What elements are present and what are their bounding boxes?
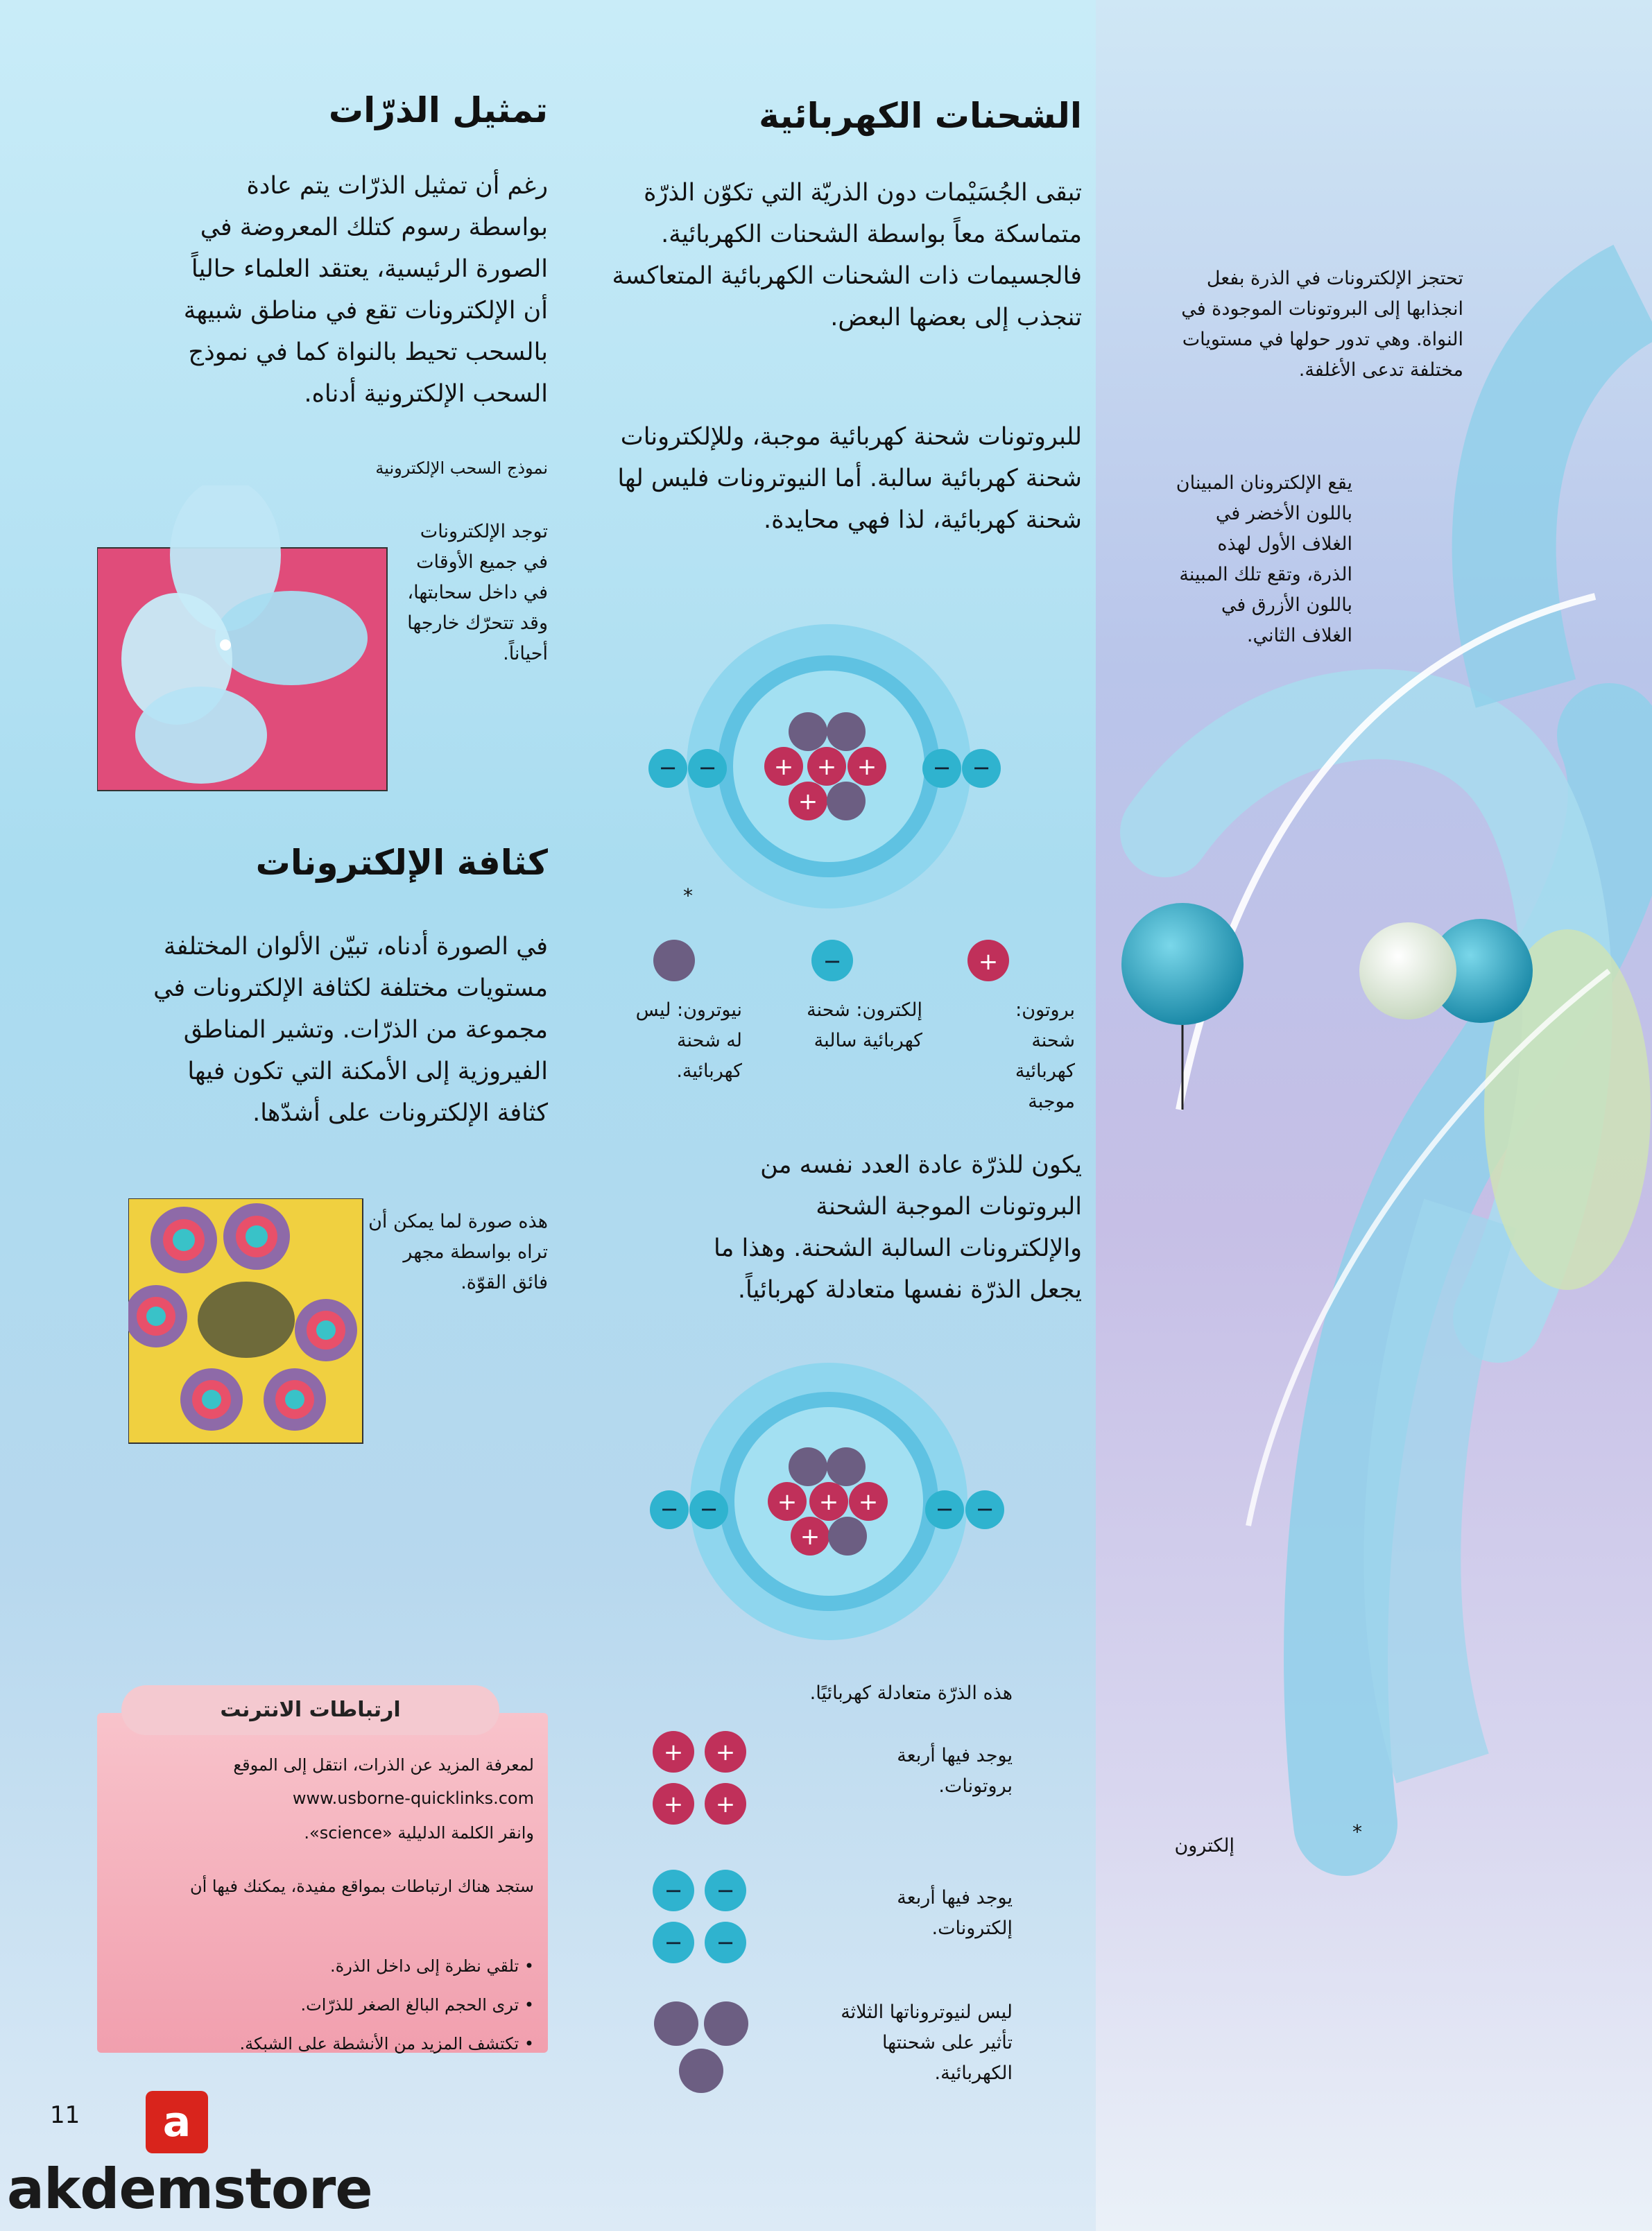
svg-text:+: + [818,1488,839,1516]
four-electrons-icon [648,1866,752,1970]
electron-cloud-image [97,485,388,798]
atom-diagram-1 [645,617,1026,915]
svg-text:+: + [715,1739,736,1766]
density-title: كثافة الإلكترونات [255,843,548,883]
svg-text:−: − [698,755,717,781]
orbit-tube-4 [1412,1214,1470,1768]
internet-links-title: ارتباطات الانترنت [121,1685,499,1735]
legend-electron: إلكترون: شحنة كهربائية سالبة [807,999,922,1051]
svg-text:−: − [823,948,842,974]
legend-proton: بروتون: شحنة كهربائية موجبة [1015,999,1075,1112]
four-protons-text: يوجد فيها أربعة بروتونات. [897,1745,1013,1797]
svg-text:−: − [699,1496,719,1522]
charges-paragraph-2: للبروتونات شحنة كهربائية موجبة، وللإلكترونات شحنة كهربائية سالبة. أما النيوترونات فليس لها شحنة كهربائية، لذا فهي محايدة. [617,423,1082,534]
right-note-1: تحتجز الإلكترونات في الذرة بفعل انجذابها إلى البروتونات الموجودة في النواة. وهي تدور حولها في مستويات مختلفة تدعى الأغلفة. [1181,268,1463,381]
three-neutrons-icon [648,1997,752,2101]
particle-legend-icons [645,933,1019,988]
svg-text:+: + [663,1739,684,1766]
internet-line-3: ستجد هناك ارتباطات بمواقع مفيدة، يمكنك فيها أن [189,1877,534,1896]
neutron-icon [653,940,695,981]
svg-text:−: − [932,755,952,781]
electron-ball-2 [1121,903,1244,1025]
internet-url[interactable]: www.usborne-quicklinks.com [292,1789,534,1808]
charges-paragraph-1: تبقى الجُسَيْمات دون الذريّة التي تكوّن الذرّة متماسكة معاً بواسطة الشحنات الكهربائية. فالجسيمات ذات الشحنات الكهربائية المتعاكسة تنجذب إلى بعضها البعض. [612,179,1082,331]
svg-text:+: + [798,788,818,816]
electron-label: إلكترون [1174,1835,1234,1857]
svg-text:−: − [664,1929,683,1956]
page-number: 11 [50,2101,80,2129]
representation-title: تمثيل الذرّات [328,90,548,130]
neutral-caption: هذه الذرّة متعادلة كهربائيًا. [809,1682,1013,1704]
svg-text:+: + [857,753,877,781]
density-image-caption: هذه صورة لما يمكن أن تراه بواسطة مجهر فائق القوّة. [368,1211,548,1293]
svg-text:+: + [800,1523,820,1551]
svg-text:−: − [935,1496,954,1522]
four-electrons-text: يوجد فيها أربعة إلكترونات. [897,1887,1013,1939]
watermark-text: akdemstore [7,2157,372,2221]
internet-bullet: • ترى الحجم البالغ الصغر للذرّات. [300,1995,534,2015]
svg-text:−: − [972,755,991,781]
svg-text:−: − [658,755,678,781]
svg-text:+: + [773,753,794,781]
orbit-tube-3 [1504,291,1637,694]
star-mark-2: * [1352,1820,1362,1843]
charges-title: الشحنات الكهربائية [759,96,1082,136]
legend-neutron: نيوترون: ليس له شحنة كهربائية. [635,999,742,1082]
svg-text:−: − [716,1929,735,1956]
atom-diagram-2 [645,1356,1026,1647]
star-mark-1: * [683,884,693,907]
internet-line-2: وانقر الكلمة الدليلية «science». [304,1823,534,1843]
svg-text:+: + [978,948,999,976]
four-protons-icon [648,1727,752,1831]
svg-text:−: − [660,1496,679,1522]
svg-text:−: − [975,1496,995,1522]
svg-text:−: − [664,1877,683,1904]
svg-text:+: + [663,1791,684,1818]
svg-text:+: + [777,1488,798,1516]
charges-paragraph-3: يكون للذرّة عادة العدد نفسه من البروتونات الموجبة الشحنة والإلكترونات السالبة الشحنة. وهذا ما يجعل الذرّة نفسها متعادلة كهربائياً. [714,1151,1082,1304]
representation-body: رغم أن تمثيل الذرّات يتم عادة بواسطة رسوم كتلك المعروضة في الصورة الرئيسية، يعتقد العلماء حالياً أن الإلكترونات تقع في مناطق شبيهة بالسحب تحيط بالنواة كما في نموذج السحب الإلكترونية أدناه. [183,172,548,408]
electron-ball-green [1359,922,1456,1019]
model-caption: نموذج السحب الإلكترونية [375,458,548,478]
right-note-2: يقع الإلكترونان المبينان باللون الأخضر في الغلاف الأول لهذه الذرة، وتقع تلك المبينة باللون الأزرق في الغلاف الثاني. [1176,472,1352,646]
internet-bullet: • تلقي نظرة إلى داخل الذرة. [330,1956,534,1976]
svg-text:+: + [858,1488,879,1516]
svg-text:+: + [715,1791,736,1818]
atom-illustration [1082,208,1652,2231]
density-body: في الصورة أدناه، تبيّن الألوان المختلفة مستويات مختلفة لكثافة الإلكترونات في مجموعة من الذرّات. وتشير المناطق الفيروزية إلى الأمكنة التي تكون فيها كثافة الإلكترونات على أشدّها. [153,933,548,1127]
electron-density-image [128,1198,364,1445]
internet-bullets [111,1952,534,2058]
internet-bullet: • تكتشف المزيد من الأنشطة على الشبكة. [239,2034,534,2053]
svg-text:+: + [816,753,837,781]
svg-text:−: − [716,1877,735,1904]
model-text: توجد الإلكترونات في جميع الأوقات في داخل سحابتها، وقد تتحرّك خارجها أحياناً. [407,521,548,664]
store-logo-icon: a [146,2091,208,2153]
three-neutrons-text: ليس لنيوتروناتها الثلاثة تأثير على شحنتها الكهربائية. [841,2001,1013,2084]
internet-line-1: لمعرفة المزيد عن الذرات، انتقل إلى الموقع [233,1755,534,1775]
